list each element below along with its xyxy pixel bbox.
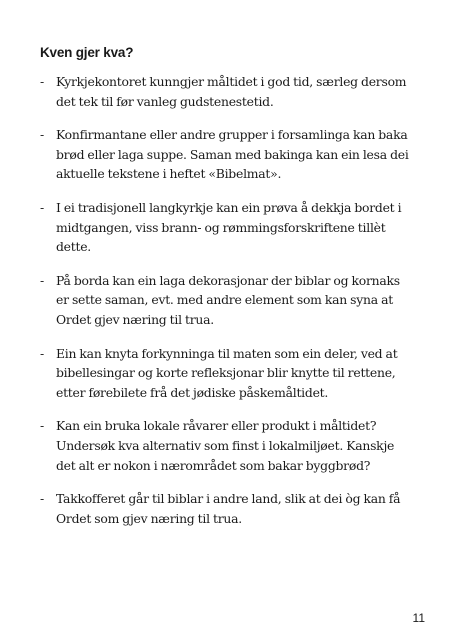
bullet-dash: - <box>40 199 44 215</box>
list-item-text: Ein kan knyta forkynninga til maten som ein deler, ved at bibellesingar og korte refleksjonar blir knytte til rettene, etter førebilete frå det jødiske påskemåltidet. <box>56 345 398 400</box>
list-item <box>40 489 415 528</box>
list-item <box>40 416 415 475</box>
section-heading: Kven gjer kva? <box>40 45 134 60</box>
bullet-dash: - <box>40 74 44 89</box>
list-item-text: I ei tradisjonell langkyrkje kan ein prøva å dekkja bordet i midtgangen, viss brann- og rømmingsforskriftene tillèt dette. <box>56 199 402 255</box>
bullet-dash: - <box>40 345 44 361</box>
list-item-text: På borda kan ein laga dekorasjonar der biblar og kornaks er sette saman, evt. med andre element som kan syna at Ordet gjev næring til trua. <box>56 272 400 327</box>
page-number: 11 <box>412 611 425 625</box>
list-item-text: Takkofferet går til biblar i andre land, slik at dei òg kan få Ordet som gjev næring til trua. <box>56 491 401 526</box>
bullet-list <box>40 72 415 542</box>
list-item <box>40 125 415 184</box>
list-item <box>40 344 415 403</box>
list-item-text: Kyrkjekontoret kunngjer måltidet i god tid, særleg dersom det tek til før vanleg gudstenestetid. <box>56 74 407 109</box>
list-item <box>40 271 415 330</box>
bullet-dash: - <box>40 127 44 143</box>
bullet-dash: - <box>40 491 44 507</box>
list-item-text: Kan ein bruka lokale råvarer eller produkt i måltidet? Undersøk kva alternativ som finst i lokalmiljøet. Kanskje det alt er nokon i nærområdet som bakar byggbrød? <box>56 418 395 473</box>
bullet-dash: - <box>40 272 44 288</box>
list-item <box>40 72 415 111</box>
bullet-dash: - <box>40 418 44 434</box>
list-item-text: Konfirmantane eller andre grupper i forsamlinga kan baka brød eller laga suppe. Saman med bakinga kan ein lesa dei aktuelle tekstene i heftet «Bibelmat». <box>56 127 409 182</box>
list-item <box>40 198 415 257</box>
